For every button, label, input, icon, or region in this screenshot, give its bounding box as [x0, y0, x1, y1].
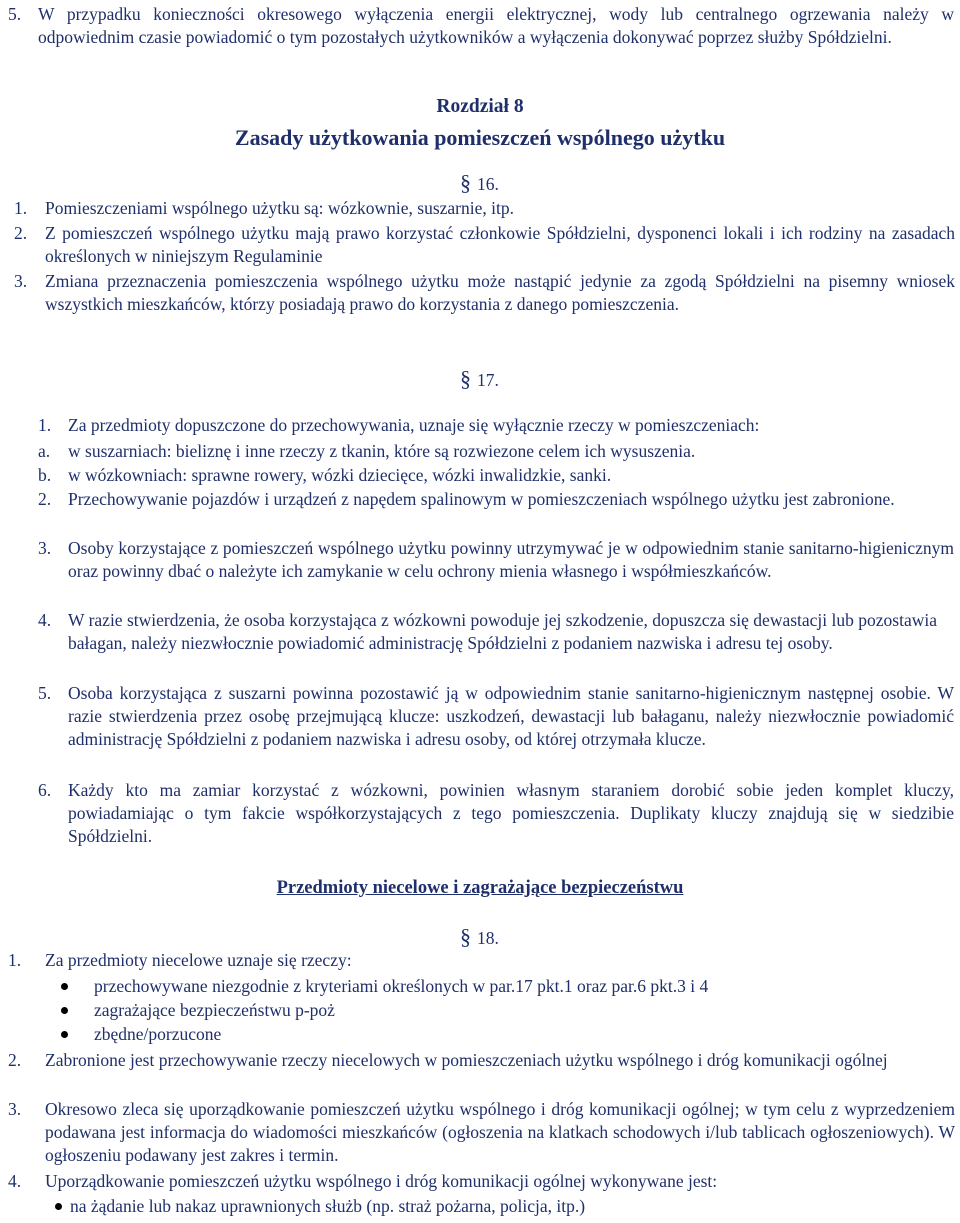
- item-number: 4.: [8, 1171, 22, 1191]
- paragraph-text: Za przedmioty dopuszczone do przechowywania, uznaje się wyłącznie rzeczy w pomieszczeniach:: [68, 415, 760, 435]
- section-sign: §: [460, 924, 471, 949]
- item-number: 2.: [38, 489, 52, 509]
- paragraph-text: Osoby korzystające z pomieszczeń wspólnego użytku powinny utrzymywać je w odpowiednim stanie sanitarno-higienicznym oraz powinny dbać o należyte ich zamykanie w celu ochrony mienia własnego i współmieszkańców.: [68, 538, 954, 581]
- chapter-title: Zasady użytkowania pomieszczeń wspólnego użytku: [234, 125, 726, 150]
- item-number: 6.: [38, 780, 52, 800]
- section-number: 16.: [477, 174, 499, 194]
- section-sign: §: [460, 170, 471, 195]
- paragraph-text: w wózkowniach: sprawne rowery, wózki dziecięce, wózki inwalidzkie, sanki.: [68, 465, 612, 485]
- paragraph-text: Z pomieszczeń wspólnego użytku mają prawo korzystać członkowie Spółdzielni, dysponenci lokali i ich rodziny na zasadach określonych w niniejszym Regulaminie: [45, 223, 955, 266]
- item-number: 5.: [38, 683, 52, 703]
- paragraph-text: w suszarniach: bieliznę i inne rzeczy z tkanin, które są rozwiezone celem ich wysuszenia.: [68, 441, 696, 461]
- bullet-text: na żądanie lub nakaz uprawnionych służb (np. straż pożarna, policja, itp.): [70, 1196, 586, 1216]
- paragraph-text: W razie stwierdzenia, że osoba korzystająca z wózkowni powoduje jej szkodzenie, dopuszcza się dewastacji lub pozostawia bałagan, należy niezwłocznie powiadomić administrację Spółdzielni z podaniem nazwiska i adresu tej osoby.: [68, 610, 937, 653]
- section-heading-17: [460, 366, 499, 393]
- item-number: 5.: [8, 4, 22, 24]
- item-number: 3.: [14, 271, 28, 291]
- paragraph-text: Każdy kto ma zamiar korzystać z wózkowni, powinien własnym staraniem dorobić sobie jeden komplet kluczy, powiadamiając o tym fakcie współkorzystających z tego pomieszczenia. Duplikaty kluczy znajdują się w siedzibie Spółdzielni.: [68, 780, 954, 846]
- bullet-icon: [55, 1203, 62, 1210]
- item-number: 3.: [8, 1099, 22, 1119]
- subitem-letter: a.: [38, 441, 51, 461]
- item-number: 1.: [38, 415, 52, 435]
- item-number: 1.: [8, 950, 22, 970]
- bullet-icon: [61, 1031, 68, 1038]
- item-number: 3.: [38, 538, 52, 558]
- bullet-text: zbędne/porzucone: [94, 1024, 222, 1044]
- bullet-text: zagrażające bezpieczeństwu p-poż: [94, 1000, 335, 1020]
- paragraph-text: W przypadku konieczności okresowego wyłączenia energii elektrycznej, wody lub centralnego ogrzewania należy w odpowiednim czasie powiadomić o tym pozostałych użytkowników a wyłączenia dokonywać poprzez służby Spółdzielni.: [38, 4, 954, 47]
- section-number: 17.: [477, 370, 499, 390]
- chapter-label: Rozdział 8: [436, 96, 524, 117]
- paragraph-text: Pomieszczeniami wspólnego użytku są: wózkownie, suszarnie, itp.: [45, 198, 514, 218]
- subitem-letter: b.: [38, 465, 52, 485]
- item-number: 1.: [14, 198, 28, 218]
- bullet-icon: [61, 983, 68, 990]
- section-number: 18.: [477, 928, 499, 948]
- paragraph-text: Uporządkowanie pomieszczeń użytku wspólnego i dróg komunikacji ogólnej wykonywane jest:: [45, 1171, 718, 1191]
- paragraph-text: Osoba korzystająca z suszarni powinna pozostawić ją w odpowiednim stanie sanitarno-higienicznym następnej osobie. W razie stwierdzenia przez osobę przejmującą klucze: uszkodzeń, dewastacji lub bałaganu, należy niezwłocznie powiadomić administrację Spółdzielni z podaniem nazwiska i adresu osoby, od której otrzymała klucze.: [68, 683, 954, 749]
- item-number: 4.: [38, 610, 52, 630]
- paragraph-text: Zabronione jest przechowywanie rzeczy niecelowych w pomieszczeniach użytku wspólnego i dróg komunikacji ogólnej: [45, 1050, 888, 1070]
- section-sign: §: [460, 366, 471, 391]
- paragraph-text: Przechowywanie pojazdów i urządzeń z napędem spalinowym w pomieszczeniach wspólnego użytku jest zabronione.: [68, 489, 895, 509]
- paragraph-text: Za przedmioty niecelowe uznaje się rzeczy:: [45, 950, 352, 970]
- section-heading-16: [460, 170, 499, 197]
- item-number: 2.: [14, 223, 28, 243]
- paragraph-text: Okresowo zleca się uporządkowanie pomieszczeń użytku wspólnego i dróg komunikacji ogólnej; w tym celu z wyprzedzeniem podawana jest informacja do wiadomości mieszkańców (ogłoszenia na klatkach schodowych i/lub tablicach ogłoszeniowych). W ogłoszeniu podawany jest zakres i termin.: [45, 1099, 955, 1165]
- subheading: Przedmioty niecelowe i zagrażające bezpieczeństwu: [276, 878, 684, 898]
- bullet-text: przechowywane niezgodnie z kryteriami określonych w par.17 pkt.1 oraz par.6 pkt.3 i 4: [94, 976, 709, 996]
- section-heading-18: [460, 924, 499, 951]
- paragraph-text: Zmiana przeznaczenia pomieszczenia wspólnego użytku może nastąpić jedynie za zgodą Spółdzielni na pisemny wniosek wszystkich mieszkańców, którzy posiadają prawo do korzystania z danego pomieszczenia.: [45, 271, 955, 314]
- bullet-icon: [61, 1007, 68, 1014]
- item-number: 2.: [8, 1050, 22, 1070]
